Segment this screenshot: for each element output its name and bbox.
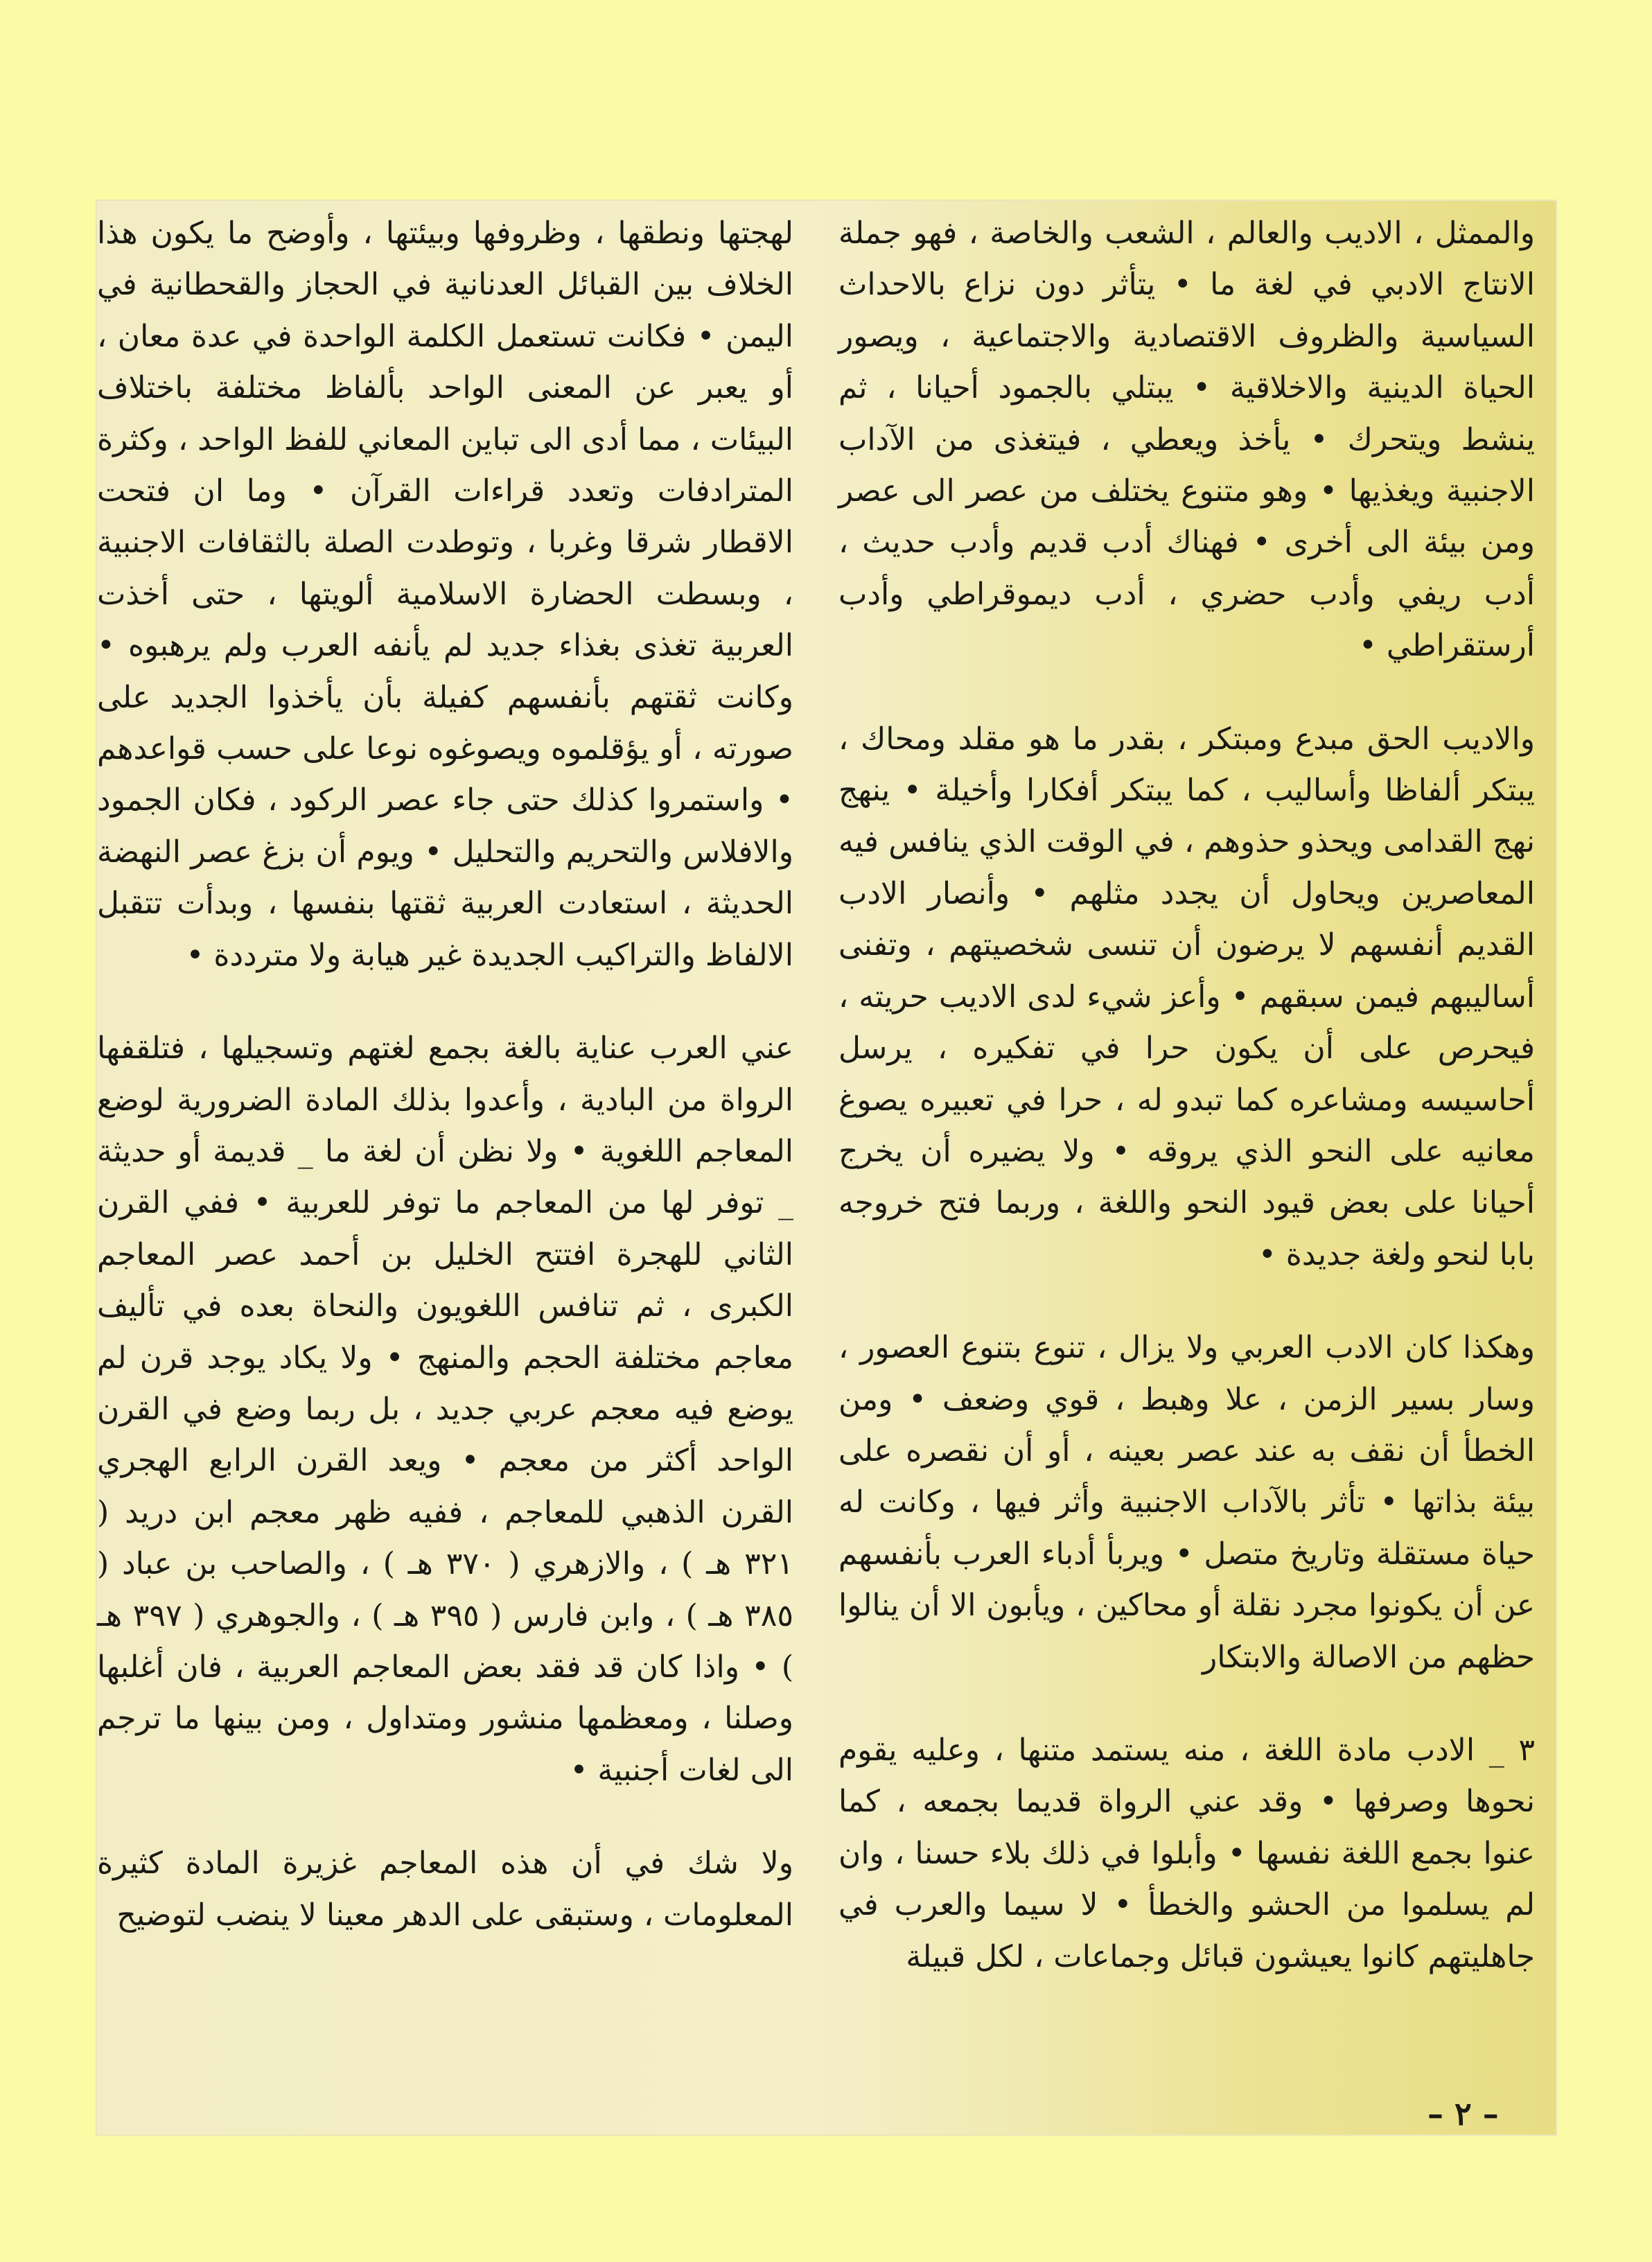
left-column <box>97 208 793 1941</box>
right-column <box>838 208 1535 1983</box>
paragraph: عني العرب عناية بالغة بجمع لغتهم وتسجيلها ، فتلقفها الرواة من البادية ، وأعدوا بذلك المادة الضرورية لوضع المعاجم اللغوية • ولا نظن أن لغة ما _ قديمة أو حديثة _ توفر لها من المعاجم ما توفر للعربية • ففي القرن الثاني للهجرة افتتح الخليل بن أحمد عصر المعاجم الكبرى ، ثم تنافس اللغويون والنحاة بعده في تأليف معاجم مختلفة الحجم والمنهج • ولا يكاد يوجد قرن لم يوضع فيه معجم عربي جديد ، بل ربما وضع في القرن الواحد أكثر من معجم • ويعد القرن الرابع الهجري القرن الذهبي للمعاجم ، ففيه ظهر معجم ابن دريد ( ٣٢١ هـ ) ، والازهري ( ٣٧٠ هـ ) ، والصاحب بن عباد ( ٣٨٥ هـ ) ، وابن فارس ( ٣٩٥ هـ ) ، والجوهري ( ٣٩٧ هـ ) • واذا كان قد فقد بعض المعاجم العربية ، فان أغلبها وصلنا ، ومعظمها منشور ومتداول ، ومن بينها ما ترجم الى لغات أجنبية • <box>97 1031 794 1788</box>
paragraph: والاديب الحق مبدع ومبتكر ، بقدر ما هو مقلد ومحاك ، يبتكر ألفاظا وأساليب ، كما يبتكر أفكارا وأخيلة • ينهج نهج القدامى ويحذو حذوهم ، في الوقت الذي ينافس فيه المعاصرين ويحاول أن يجدد مثلهم • وأنصار الادب القديم أنفسهم لا يرضون أن تنسى شخصيتهم ، وتفنى أساليبهم فيمن سبقهم • وأعز شيء لدى الاديب حريته ، فيحرص على أن يكون حرا في تفكيره ، يرسل أحاسيسه ومشاعره كما تبدو له ، حرا في تعبيره يصوغ معانيه على النحو الذي يروقه • ولا يضيره أن يخرج أحيانا على بعض قيود النحو واللغة ، وربما فتح خروجه بابا لنحو ولغة جديدة • <box>838 721 1535 1272</box>
paragraph: وهكذا كان الادب العربي ولا يزال ، تنوع بتنوع العصور ، وسار بسير الزمن ، علا وهبط ، قوي وضعف • ومن الخطأ أن نقف به عند عصر بعينه ، أو أن نقصره على بيئة بذاتها • تأثر بالآداب الاجنبية وأثر فيها ، وكانت له حياة مستقلة وتاريخ متصل • ويربأ أدباء العرب بأنفسهم عن أن يكونوا مجرد نقلة أو محاكين ، ويأبون الا أن ينالوا حظهم من الاصالة والابتكار <box>838 1330 1536 1675</box>
paragraph: ٣ _ الادب مادة اللغة ، منه يستمد متنها ، وعليه يقوم نحوها وصرفها • وقد عني الرواة قديما بجمعه ، كما عنوا بجمع اللغة نفسها • وأبلوا في ذلك بلاء حسنا ، وان لم يسلموا من الحشو والخطأ • لا سيما والعرب في جاهليتهم كانوا يعيشون قبائل وجماعات ، لكل قبيلة <box>838 1732 1535 1974</box>
paragraph: لهجتها ونطقها ، وظروفها وبيئتها ، وأوضح ما يكون هذا الخلاف بين القبائل العدنانية في الحجاز والقحطانية في اليمن • فكانت تستعمل الكلمة الواحدة في عدة معان ، أو يعبر عن المعنى الواحد بألفاظ مختلفة باختلاف البيئات ، مما أدى الى تباين المعاني للفظ الواحد ، وكثرة المترادفات وتعدد قراءات القرآن • وما ان فتحت الاقطار شرقا وغربا ، وتوطدت الصلة بالثقافات الاجنبية ، وبسطت الحضارة الاسلامية ألويتها ، حتى أخذت العربية تغذى بغذاء جديد لم يأنفه العرب ولم يرهبوه • وكانت ثقتهم بأنفسهم كفيلة بأن يأخذوا الجديد على صورته ، أو يؤقلموه ويصوغوه نوعا على حسب قواعدهم • واستمروا كذلك حتى جاء عصر الركود ، فكان الجمود والافلاس والتحريم والتحليل • ويوم أن بزغ عصر النهضة الحديثة ، استعادت العربية ثقتها بنفسها ، وبدأت تتقبل الالفاظ والتراكيب الجديدة غير هيابة ولا مترددة • <box>97 216 793 973</box>
page-number: – ٢ – <box>1427 2095 1499 2132</box>
book-page <box>97 201 1556 2134</box>
paragraph: ولا شك في أن هذه المعاجم غزيرة المادة كثيرة المعلومات ، وستبقى على الدهر معينا لا ينضب لتوضيح <box>97 1845 793 1933</box>
paragraph: والممثل ، الاديب والعالم ، الشعب والخاصة ، فهو جملة الانتاج الادبي في لغة ما • يتأثر دون نزاع بالاحداث السياسية والظروف الاقتصادية والاجتماعية ، ويصور الحياة الدينية والاخلاقية • يبتلي بالجمود أحيانا ، ثم ينشط ويتحرك • يأخذ ويعطي ، فيتغذى من الآداب الاجنبية ويغذيها • وهو متنوع يختلف من عصر الى عصر ومن بيئة الى أخرى • فهناك أدب قديم وأدب حديث ، أدب ريفي وأدب حضري ، أدب ديموقراطي وأدب أرستقراطي • <box>838 216 1535 664</box>
